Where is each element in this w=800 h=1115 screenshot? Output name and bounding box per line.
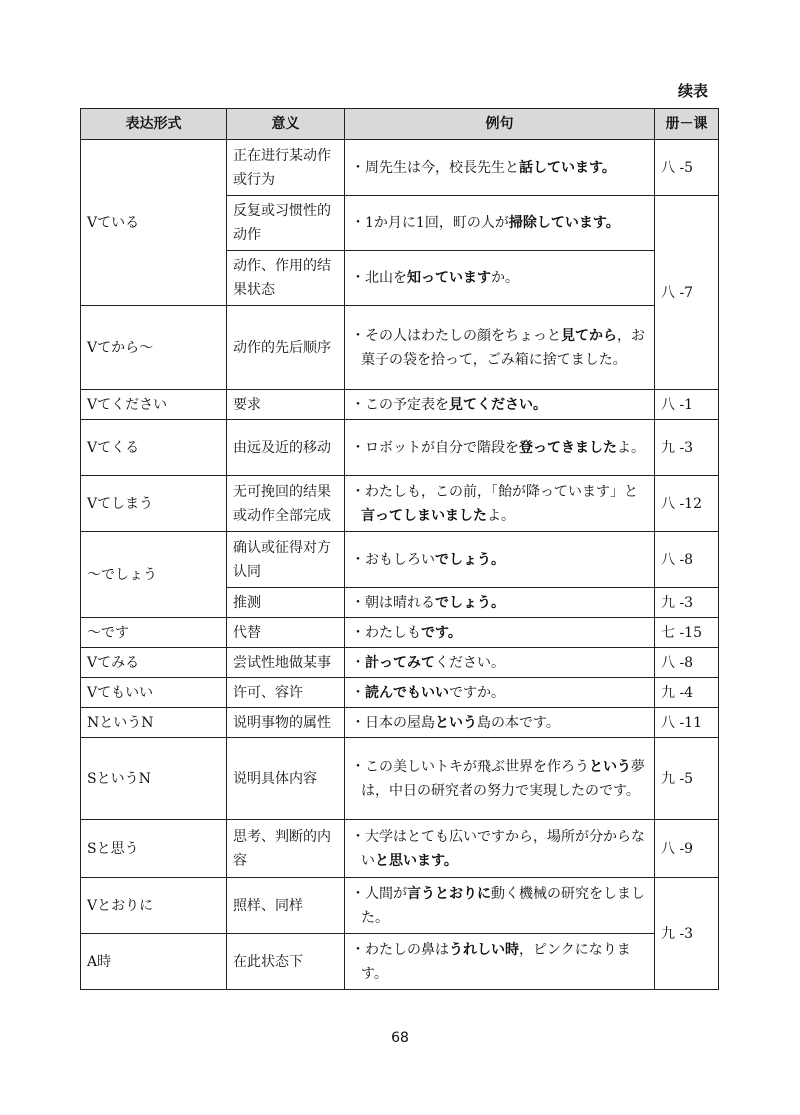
example-sentence — [351, 436, 648, 460]
example-text: ・その人はわたしの顔をちょっと — [351, 327, 561, 344]
example-text: 夢は，中日の研究者の努力で実現したのです。 — [361, 758, 645, 799]
example-cell — [345, 648, 655, 678]
example-text: 動く機械の研究をしました。 — [361, 885, 645, 926]
form-cell: Vてしまう — [81, 476, 227, 532]
ref-cell: 八 -1 — [655, 390, 719, 420]
form-cell: Sと思う — [81, 820, 227, 878]
ref-cell: 八 -8 — [655, 532, 719, 588]
table-row — [81, 532, 719, 588]
example-emphasis: 話しています。 — [519, 159, 616, 176]
form-cell: Vとおりに — [81, 878, 227, 934]
example-cell — [345, 820, 655, 878]
example-emphasis: 見てください。 — [449, 396, 547, 413]
example-text: か。 — [491, 270, 519, 286]
meaning-cell: 反复或习惯性的动作 — [227, 196, 345, 251]
form-cell: Vてくる — [81, 420, 227, 476]
ref-cell: 九 -3 — [655, 588, 719, 618]
example-text: ・大学はとても広いですから，場所が分からない — [351, 828, 645, 869]
example-emphasis: 知っています — [407, 270, 491, 286]
example-text: ・ — [351, 654, 365, 671]
example-sentence — [351, 938, 648, 986]
example-sentence — [351, 882, 648, 930]
table-row — [81, 618, 719, 648]
ref-cell: 八 -9 — [655, 820, 719, 878]
example-cell — [345, 476, 655, 532]
ref-cell: 九 -3 — [655, 878, 719, 990]
example-text: ・日本の屋島 — [351, 714, 435, 731]
form-cell: ～でしょう — [81, 532, 227, 618]
form-cell: ～です — [81, 618, 227, 648]
example-sentence — [351, 266, 648, 290]
meaning-cell: 尝试性地做某事 — [227, 648, 345, 678]
example-text: ・わたしも，この前，「飴が降っています」と — [351, 483, 638, 500]
example-sentence — [351, 711, 648, 735]
ref-cell: 九 -3 — [655, 420, 719, 476]
page-number: 68 — [391, 1030, 409, 1046]
continued-table-label: 续表 — [677, 82, 708, 100]
ref-cell: 八 -12 — [655, 476, 719, 532]
ref-cell: 七 -15 — [655, 618, 719, 648]
example-cell — [345, 306, 655, 390]
table-row — [81, 306, 719, 390]
example-text: ・わたしの鼻は — [351, 941, 449, 958]
example-text: ですか。 — [449, 684, 505, 701]
meaning-cell: 说明具体内容 — [227, 738, 345, 820]
meaning-cell: 思考、判断的内容 — [227, 820, 345, 878]
ref-cell: 八 -8 — [655, 648, 719, 678]
example-sentence — [351, 211, 648, 235]
ref-cell: 八 -7 — [655, 196, 719, 390]
example-emphasis: 掃除しています。 — [508, 215, 620, 231]
example-emphasis: 言うとおりに — [407, 885, 491, 902]
meaning-cell: 代替 — [227, 618, 345, 648]
table-row — [81, 678, 719, 708]
header-meaning: 意义 — [227, 109, 345, 140]
table-row — [81, 738, 719, 820]
example-cell — [345, 738, 655, 820]
form-cell: NというN — [81, 708, 227, 738]
meaning-cell: 在此状态下 — [227, 934, 345, 990]
meaning-cell: 确认或征得对方认同 — [227, 532, 345, 588]
form-cell: Vてもいい — [81, 678, 227, 708]
example-emphasis: 見てから — [561, 327, 617, 344]
example-text: ，お菓子の袋を拾って，ごみ箱に捨てました。 — [361, 327, 645, 368]
form-cell: Vてから～ — [81, 306, 227, 390]
meaning-cell: 正在进行某动作或行为 — [227, 140, 345, 196]
header-form: 表达形式 — [81, 109, 227, 140]
meaning-cell: 许可、容许 — [227, 678, 345, 708]
example-sentence — [351, 651, 648, 675]
meaning-cell: 要求 — [227, 390, 345, 420]
example-text: ・朝は晴れる — [351, 594, 435, 611]
ref-cell: 八 -5 — [655, 140, 719, 196]
table-row — [81, 878, 719, 934]
example-sentence — [351, 393, 648, 417]
example-sentence — [351, 825, 648, 873]
example-emphasis: うれしい時 — [449, 941, 519, 958]
example-emphasis: でしょう。 — [435, 551, 505, 568]
example-emphasis: という — [435, 714, 477, 731]
example-text: ・わたしも — [351, 624, 421, 641]
table-row — [81, 934, 719, 990]
grammar-table — [80, 108, 719, 990]
example-text: ください。 — [435, 654, 505, 671]
example-text: よ。 — [617, 439, 645, 456]
example-cell — [345, 420, 655, 476]
example-text: ，ピンクになります。 — [361, 941, 631, 982]
table-row — [81, 140, 719, 196]
example-text: ・北山を — [351, 270, 407, 286]
example-text: ・この美しいトキが飛ぶ世界を作ろう — [351, 758, 589, 775]
form-cell: Vてください — [81, 390, 227, 420]
table-row — [81, 648, 719, 678]
example-text: ・周先生は今，校長先生と — [351, 159, 519, 176]
example-sentence — [351, 755, 648, 803]
table-row — [81, 390, 719, 420]
table-header-row — [81, 109, 719, 140]
ref-cell: 九 -5 — [655, 738, 719, 820]
table-row — [81, 476, 719, 532]
example-sentence — [351, 324, 648, 372]
meaning-cell: 推测 — [227, 588, 345, 618]
header-example: 例句 — [345, 109, 655, 140]
example-cell — [345, 390, 655, 420]
example-text: 島の本です。 — [477, 714, 560, 731]
example-sentence — [351, 480, 648, 528]
example-emphasis: でしょう。 — [435, 594, 505, 611]
example-cell — [345, 532, 655, 588]
meaning-cell: 无可挽回的结果或动作全部完成 — [227, 476, 345, 532]
meaning-cell: 动作、作用的结果状态 — [227, 251, 345, 306]
table-row — [81, 420, 719, 476]
example-cell — [345, 251, 655, 306]
meaning-cell: 动作的先后顺序 — [227, 306, 345, 390]
example-text: よ。 — [487, 507, 515, 524]
example-sentence — [351, 621, 648, 645]
form-cell: SというN — [81, 738, 227, 820]
example-emphasis: 登ってきました — [519, 439, 617, 456]
example-cell — [345, 934, 655, 990]
example-text: ・おもしろい — [351, 551, 435, 568]
example-sentence — [351, 548, 648, 572]
meaning-cell: 照样、同样 — [227, 878, 345, 934]
example-cell — [345, 618, 655, 648]
example-text: ・ロボットが自分で階段を — [351, 439, 519, 456]
example-sentence — [351, 681, 648, 705]
example-emphasis: 読んでもいい — [365, 684, 449, 701]
form-cell: Vている — [81, 140, 227, 306]
example-sentence — [351, 156, 648, 180]
example-emphasis: 言ってしまいました — [361, 507, 487, 524]
example-emphasis: と思います。 — [375, 852, 458, 869]
example-emphasis: です。 — [421, 624, 462, 641]
table-row — [81, 820, 719, 878]
example-emphasis: という — [589, 758, 631, 775]
form-cell: Vてみる — [81, 648, 227, 678]
example-cell — [345, 678, 655, 708]
example-sentence — [351, 591, 648, 615]
meaning-cell: 由远及近的移动 — [227, 420, 345, 476]
example-text: ・人間が — [351, 885, 407, 902]
ref-cell: 九 -4 — [655, 678, 719, 708]
table-row — [81, 708, 719, 738]
header-ref: 册－课 — [655, 109, 719, 140]
example-cell — [345, 878, 655, 934]
example-cell — [345, 588, 655, 618]
example-cell — [345, 140, 655, 196]
example-text: ・1か月に1回，町の人が — [351, 215, 509, 231]
example-cell — [345, 196, 655, 251]
example-cell — [345, 708, 655, 738]
ref-cell: 八 -11 — [655, 708, 719, 738]
meaning-cell: 说明事物的属性 — [227, 708, 345, 738]
form-cell: A時 — [81, 934, 227, 990]
example-text: ・この予定表を — [351, 396, 449, 413]
example-emphasis: 計ってみて — [365, 654, 435, 671]
example-text: ・ — [351, 684, 365, 701]
